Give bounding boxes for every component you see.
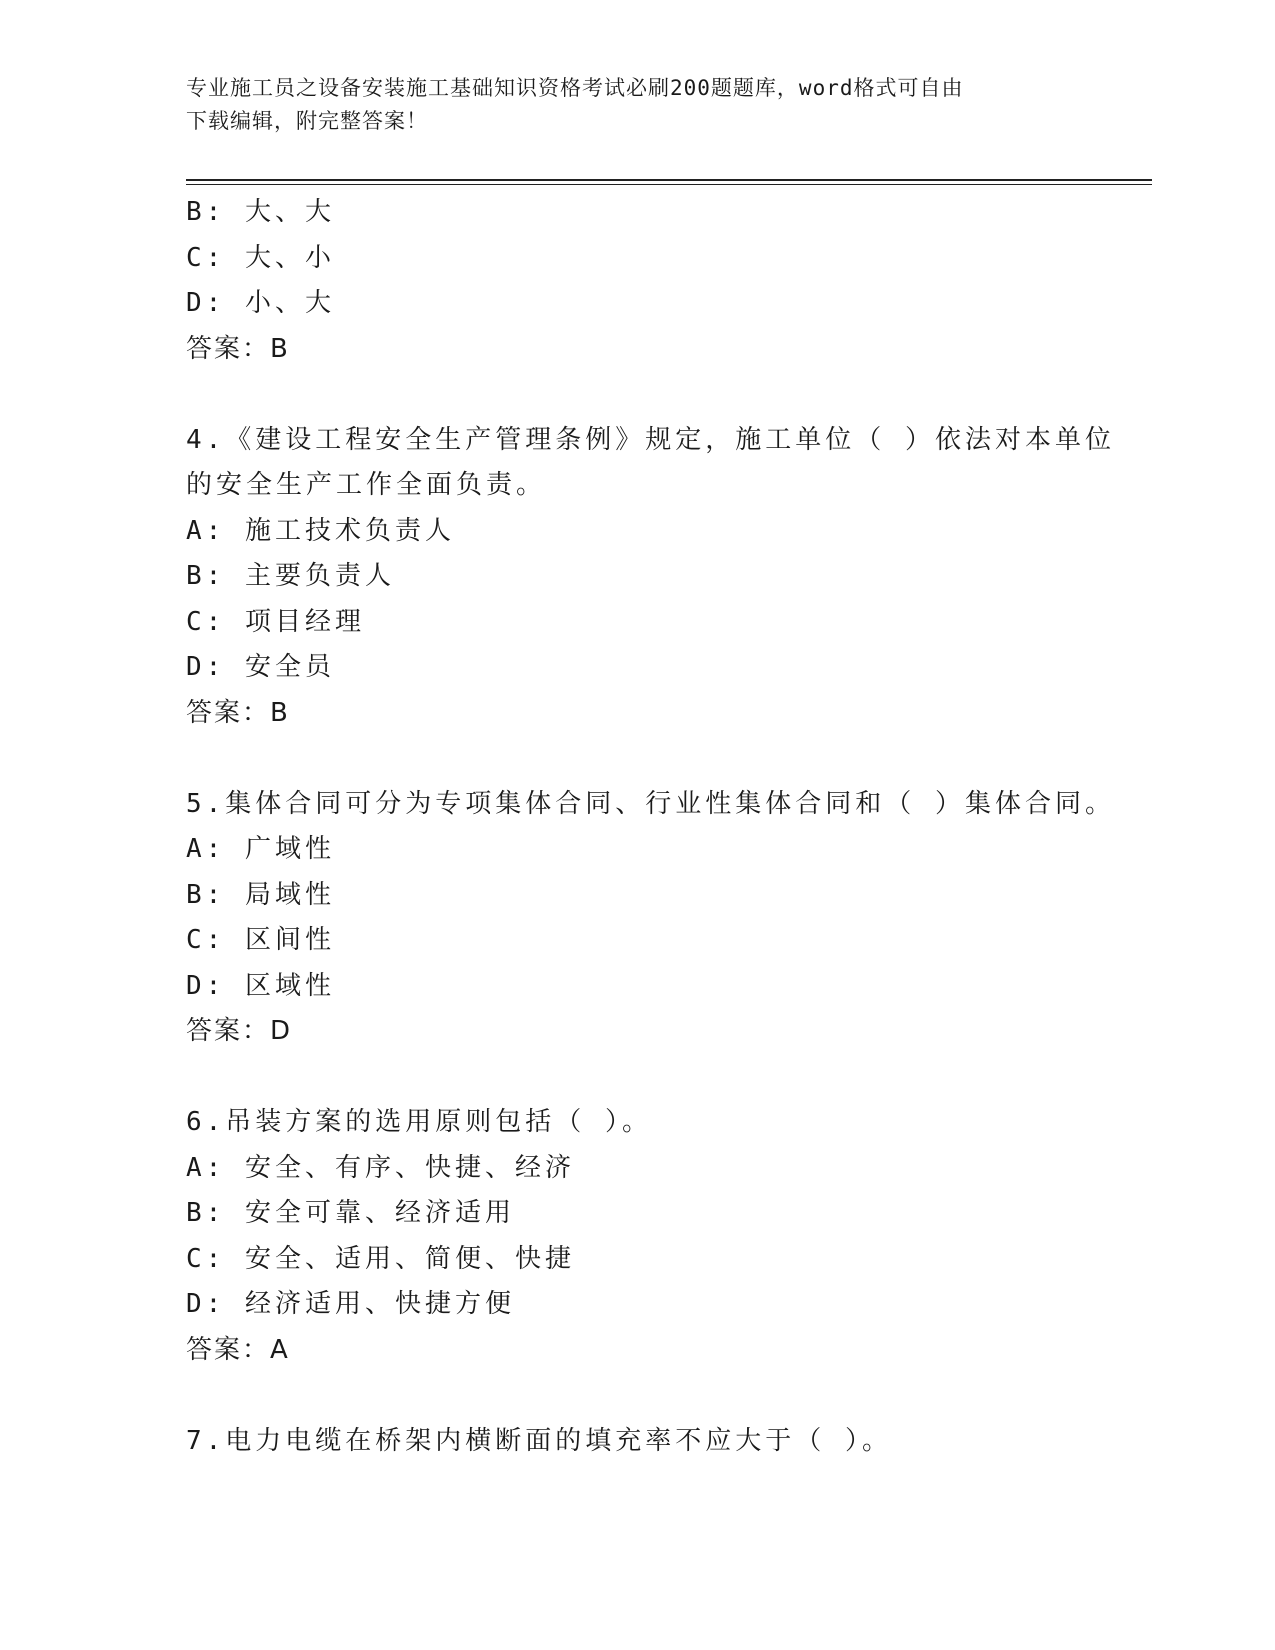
header-line-2: 下载编辑，附完整答案！ (186, 109, 428, 133)
option-d: D: 安全员 (186, 652, 335, 682)
question-list (186, 190, 1136, 1464)
option-b: B: 局域性 (186, 879, 335, 910)
question-block-5 (186, 782, 1136, 1055)
question-block-6 (186, 1100, 1136, 1373)
option-c: C: 安全、适用、简便、快捷 (186, 1243, 575, 1274)
option-a: A: 施工技术负责人 (186, 515, 455, 546)
option-c: C: 项目经理 (186, 606, 365, 637)
option-b: B: 主要负责人 (186, 561, 395, 591)
header-line-1: 专业施工员之设备安装施工基础知识资格考试必刷200题题库，word格式可自由 (186, 76, 964, 100)
question-block-3 (186, 190, 1136, 372)
answer: 答案：B (186, 333, 290, 364)
option-a: A: 安全、有序、快捷、经济 (186, 1152, 575, 1183)
option-c: C: 大、小 (186, 242, 335, 273)
question-block-4 (186, 418, 1136, 737)
question-stem-line-1: 5.集体合同可分为专项集体合同、行业性集体合同和（ ）集体合同。 (186, 788, 1115, 819)
document-header (186, 72, 1086, 138)
answer: 答案：A (186, 1334, 290, 1365)
header-rule-thin (186, 184, 1152, 185)
option-c: C: 区间性 (186, 925, 335, 955)
answer: 答案：D (186, 1016, 293, 1046)
option-d: D: 小、大 (186, 288, 335, 318)
question-stem-line-1: 7.电力电缆在桥架内横断面的填充率不应大于（ ）。 (186, 1425, 892, 1456)
question-stem-line-1: 4.《建设工程安全生产管理条例》规定，施工单位（ ）依法对本单位 (186, 424, 1115, 455)
option-b: B: 安全可靠、经济适用 (186, 1198, 515, 1228)
option-d: D: 区域性 (186, 970, 335, 1001)
header-rule-thick (186, 179, 1152, 181)
option-b: B: 大、大 (186, 197, 335, 227)
answer: 答案：B (186, 697, 290, 728)
option-a: A: 广域性 (186, 834, 335, 864)
question-stem-line-1: 6.吊装方案的选用原则包括（ ）。 (186, 1107, 652, 1137)
option-d: D: 经济适用、快捷方便 (186, 1289, 515, 1319)
question-block-7 (186, 1419, 1136, 1465)
question-stem-line-2: 的安全生产工作全面负责。 (186, 470, 547, 500)
